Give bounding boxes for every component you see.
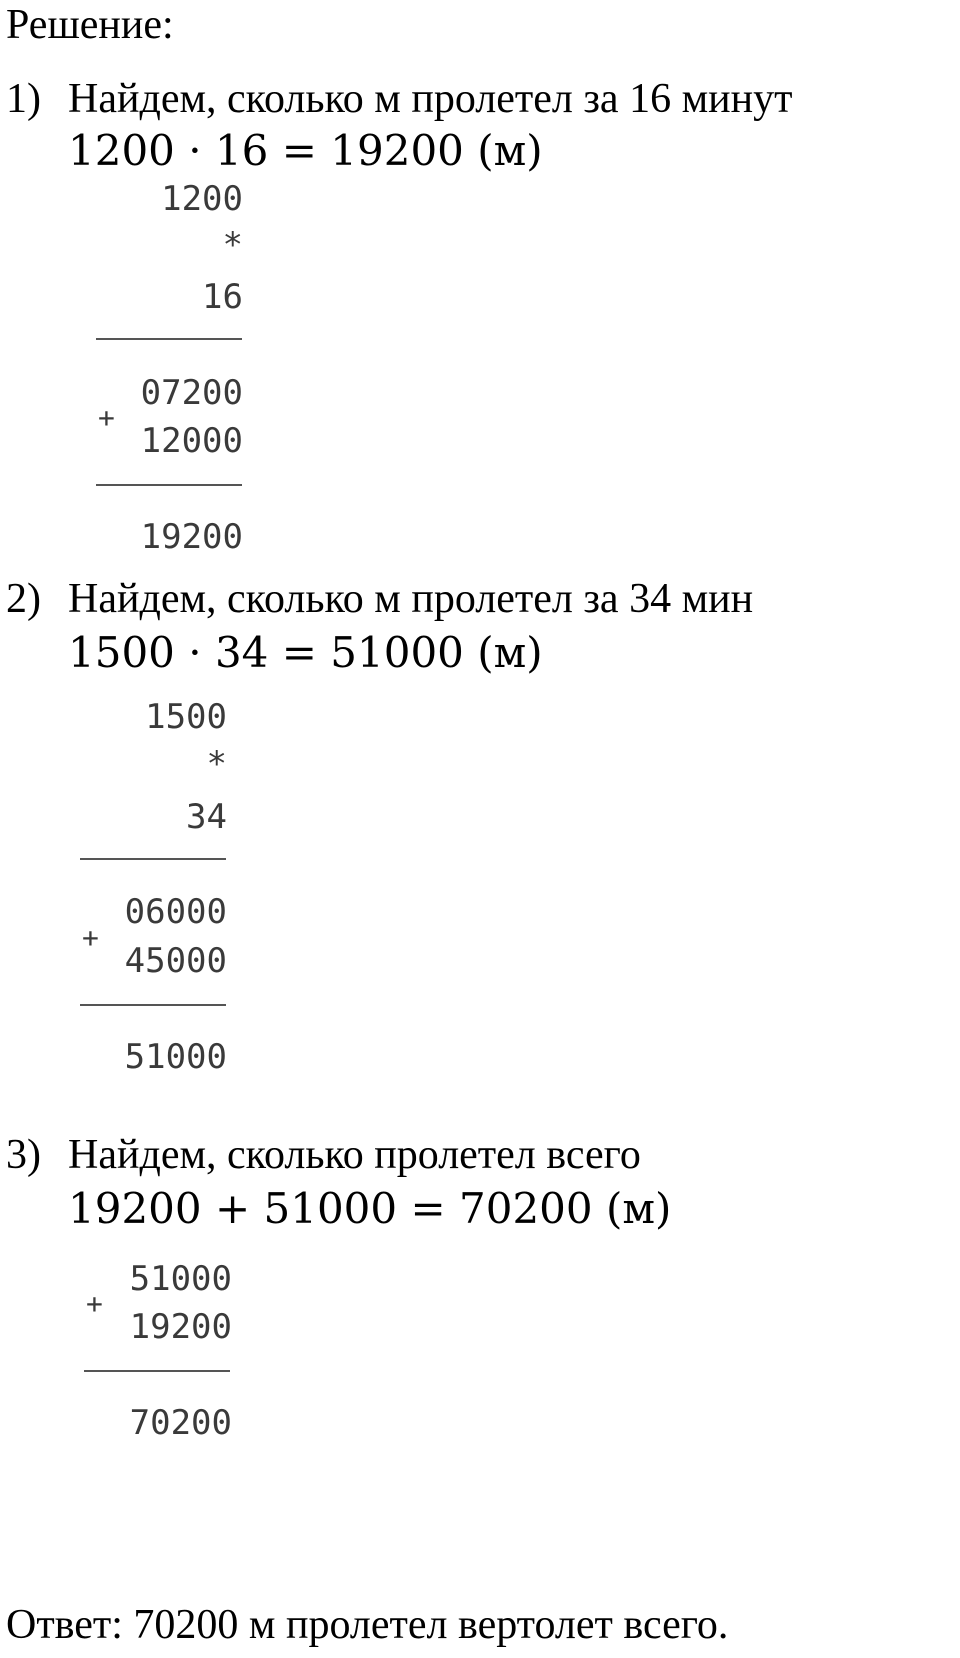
- column-top-number: 1200: [161, 179, 243, 219]
- column-addend-2: 19200: [129, 1307, 232, 1347]
- column-divider: [96, 484, 242, 486]
- column-operator: *: [206, 744, 227, 784]
- step-3-text: Найдем, сколько пролетел всего: [68, 1132, 641, 1178]
- column-top-number: 1500: [145, 697, 227, 737]
- column-result: 19200: [140, 517, 243, 557]
- column-bottom-number: 16: [202, 277, 243, 317]
- answer-text: Ответ: 70200 м пролетел вертолет всего.: [6, 1602, 729, 1648]
- column-partial-2: 12000: [140, 421, 243, 461]
- step-2-equation: 1500 · 34 = 51000 (м): [68, 628, 543, 677]
- column-partial-1: 07200: [140, 373, 243, 413]
- column-bottom-number: 34: [186, 797, 227, 837]
- column-divider: [80, 858, 226, 860]
- step-2-number: 2): [6, 576, 41, 622]
- step-3-number: 3): [6, 1132, 41, 1178]
- column-partial-1: 06000: [124, 892, 227, 932]
- step-1-number: 1): [6, 76, 41, 122]
- column-divider: [84, 1370, 230, 1372]
- column-addend-1: 51000: [129, 1259, 232, 1299]
- solution-heading: Решение:: [6, 2, 174, 48]
- step-1-equation: 1200 · 16 = 19200 (м): [68, 126, 543, 175]
- column-result: 51000: [124, 1037, 227, 1077]
- column-partial-2: 45000: [124, 941, 227, 981]
- step-3-equation: 19200 + 51000 = 70200 (м): [68, 1184, 672, 1233]
- column-divider: [80, 1004, 226, 1006]
- column-result: 70200: [129, 1403, 232, 1443]
- plus-sign: +: [98, 401, 115, 434]
- plus-sign: +: [82, 921, 99, 954]
- step-2-text: Найдем, сколько м пролетел за 34 мин: [68, 576, 754, 622]
- plus-sign: +: [86, 1287, 103, 1320]
- column-divider: [96, 338, 242, 340]
- column-operator: *: [222, 225, 243, 265]
- step-1-text: Найдем, сколько м пролетел за 16 минут: [68, 76, 793, 122]
